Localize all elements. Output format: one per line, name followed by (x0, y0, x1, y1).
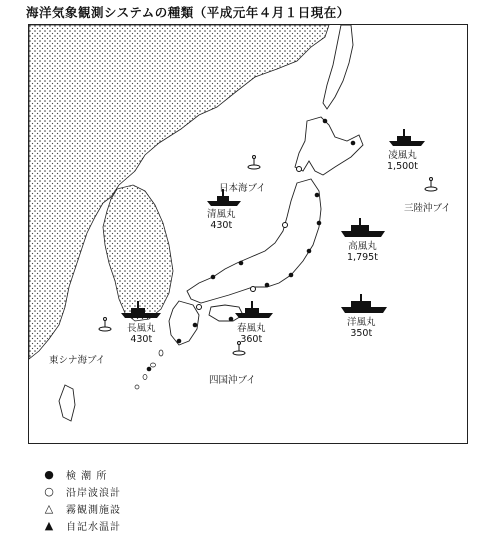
ryofu-tonnage: 1,500t (387, 161, 418, 172)
label-seifu-ship (207, 209, 236, 231)
label-sanriku-buoy: 三陸沖ブイ (404, 203, 451, 214)
legend-label: 沿岸波浪計 (66, 488, 121, 499)
label-choufu-ship (127, 323, 156, 345)
legend-item-water-thermometer (40, 517, 121, 534)
shunpu-tonnage: 360t (240, 334, 263, 345)
legend-item-fog-station (40, 500, 121, 517)
label-shikoku-buoy: 四国沖ブイ (209, 375, 256, 386)
taiwan-island (59, 385, 75, 421)
label-kofu-ship (347, 241, 378, 263)
legend-item-tide-station (40, 466, 121, 483)
legend-label: 霧観測施設 (66, 505, 121, 516)
choufu-name: 長風丸 (127, 323, 156, 334)
yofu-tonnage: 350t (350, 328, 373, 339)
kofu-tonnage: 1,795t (347, 252, 378, 263)
label-japan-sea-buoy: 日本海ブイ (219, 183, 266, 194)
label-ryofu-ship (387, 150, 418, 172)
filled-triangle-icon: ▲ (44, 519, 54, 532)
label-east-china-sea-buoy: 東シナ海ブイ (49, 355, 106, 366)
seifu-tonnage: 430t (210, 220, 233, 231)
hokkaido-island (295, 117, 363, 175)
yofu-name: 洋風丸 (347, 317, 376, 328)
legend-label: 検 潮 所 (66, 471, 108, 482)
choufu-tonnage: 430t (130, 334, 153, 345)
korean-peninsula (103, 185, 173, 321)
legend-label: 自記水温計 (66, 522, 121, 533)
map-frame (28, 24, 468, 444)
sakhalin-island (323, 25, 353, 109)
open-circle-icon: ○ (44, 485, 54, 498)
legend-item-wave-gauge (40, 483, 121, 500)
kofu-name: 高風丸 (348, 241, 377, 252)
honshu-island (187, 179, 321, 303)
label-shunpu-ship (237, 323, 266, 345)
shunpu-name: 春風丸 (237, 323, 266, 334)
filled-circle-icon: ● (44, 468, 54, 481)
map-title: 海洋気象観測システムの種類（平成元年４月１日現在） (26, 5, 350, 20)
open-triangle-icon: △ (44, 502, 54, 515)
ryofu-name: 凌風丸 (388, 150, 417, 161)
map-legend (40, 466, 121, 534)
label-yofu-ship (347, 317, 376, 339)
seifu-name: 清風丸 (207, 209, 236, 220)
